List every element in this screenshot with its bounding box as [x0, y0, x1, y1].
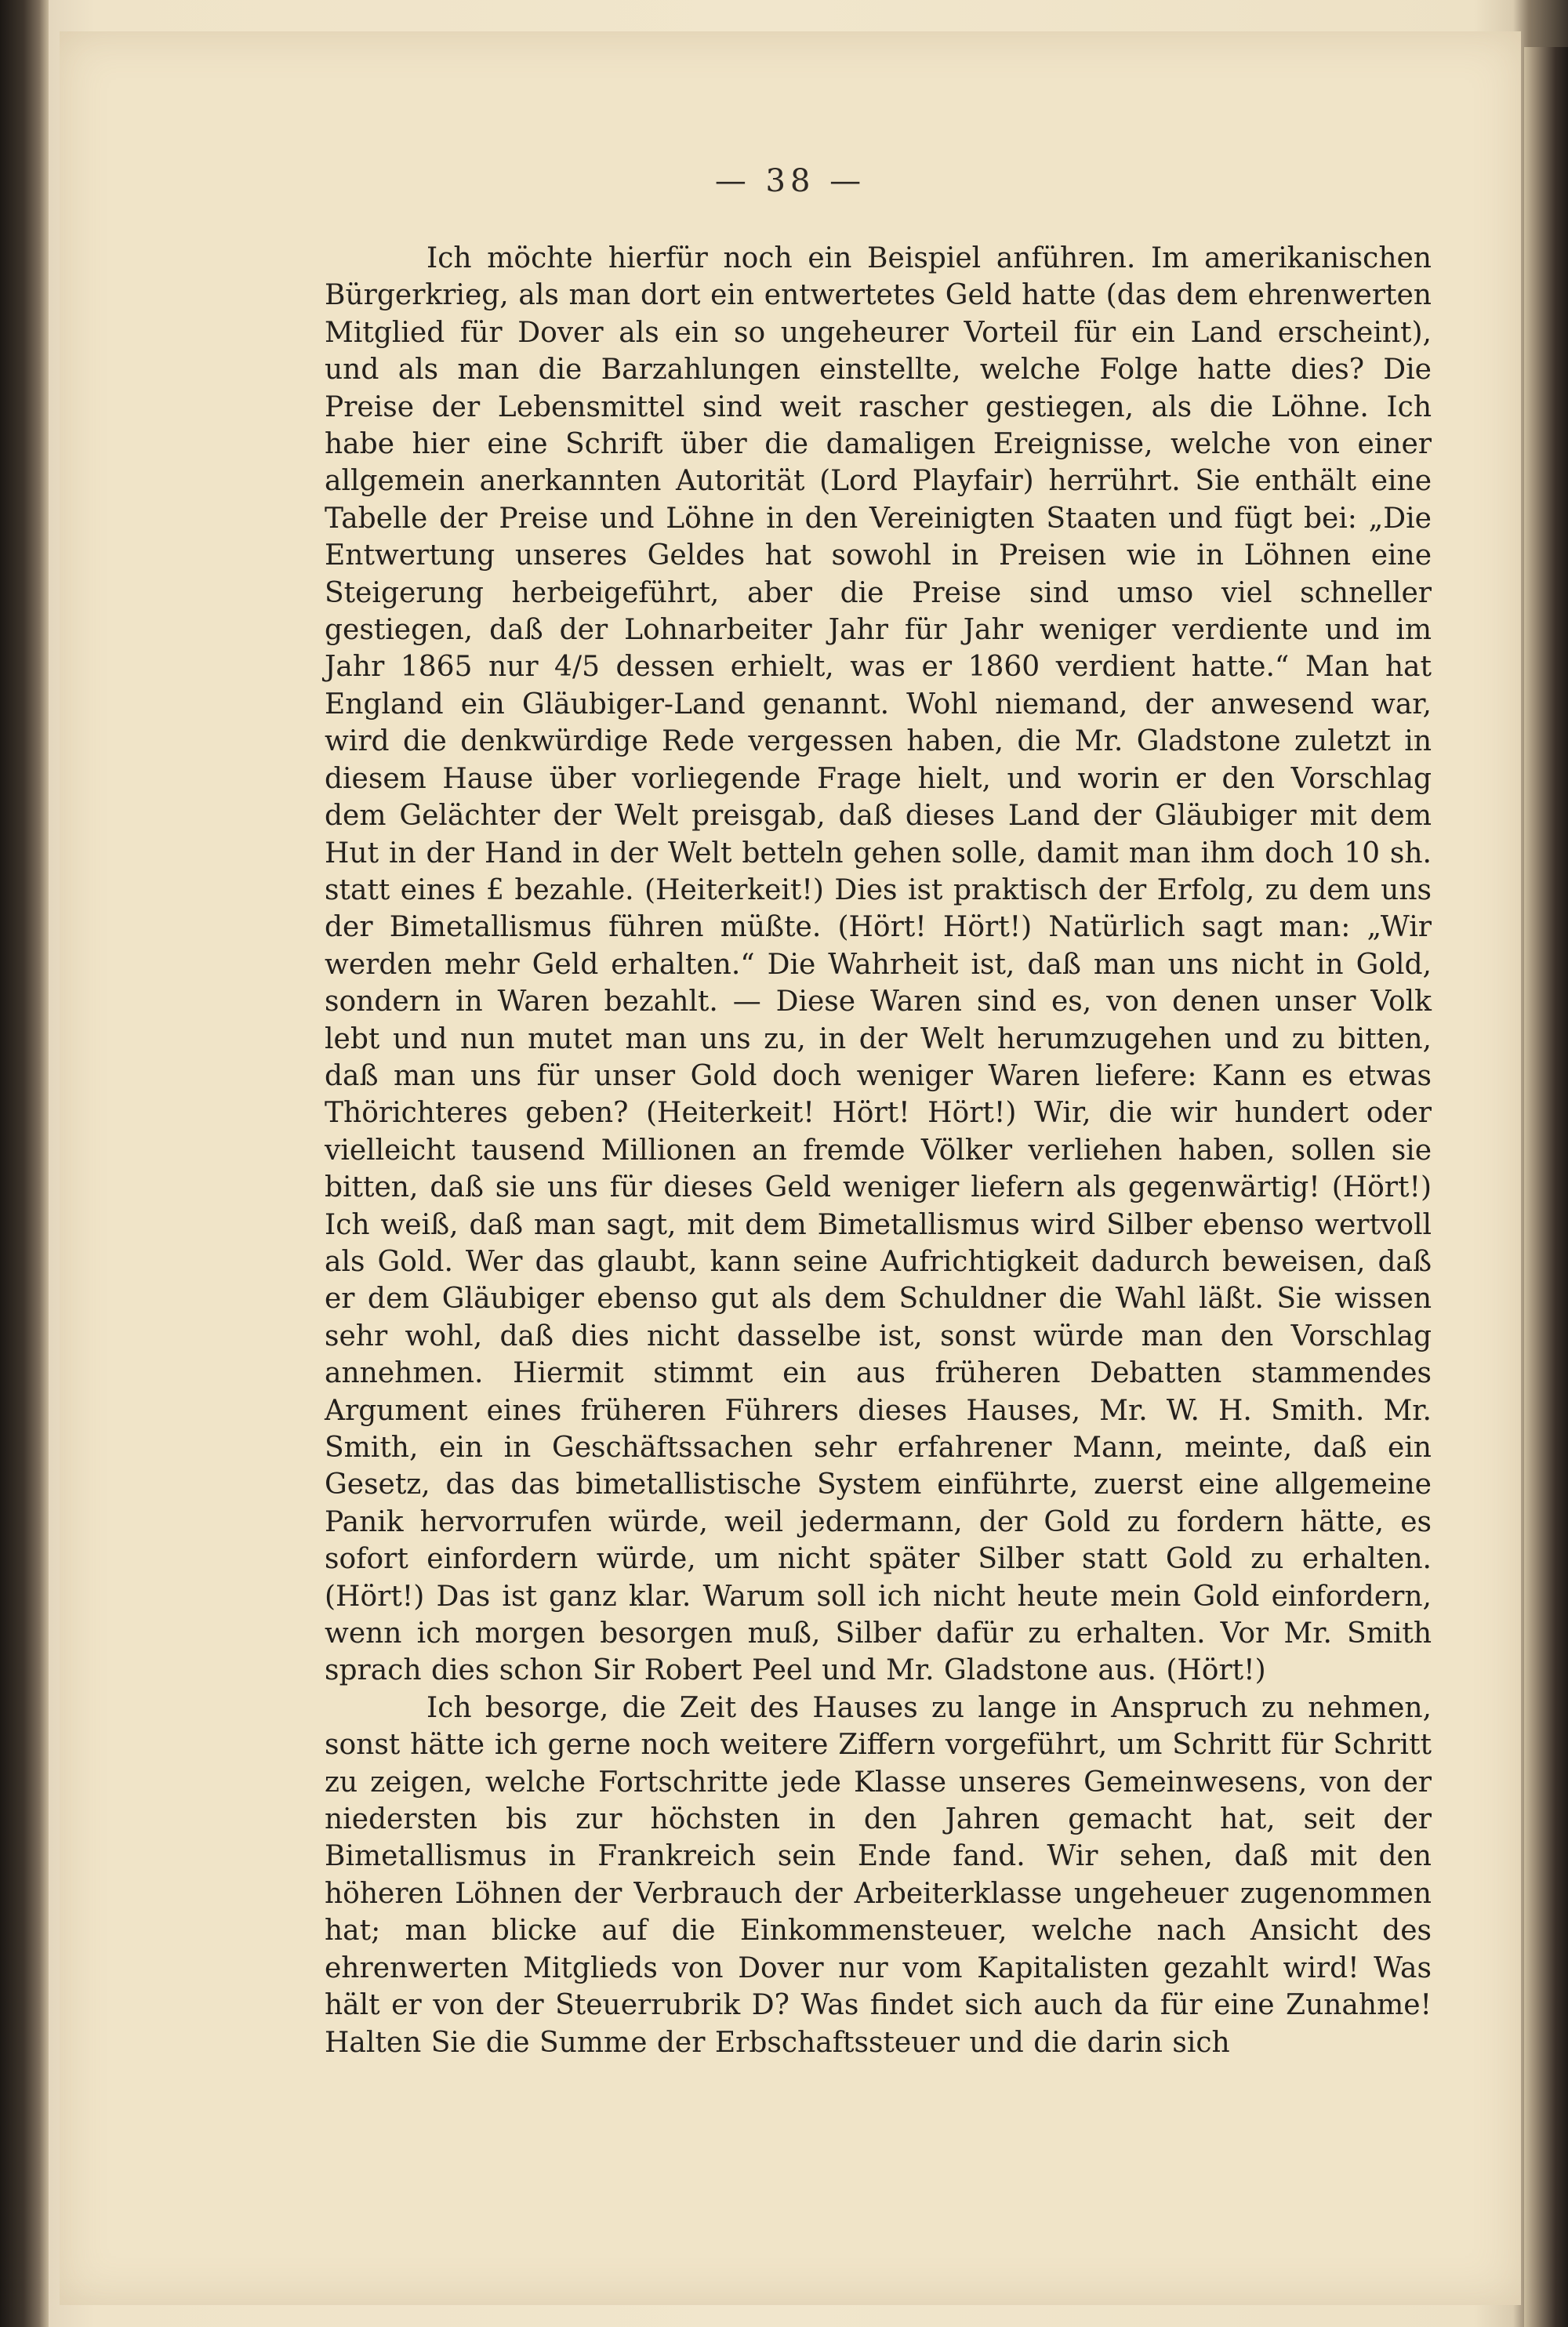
paragraph: Ich möchte hierfür noch ein Beispiel anführen. Im amerikanischen Bürgerkrieg, als man dort ein entwertetes Geld hatte (das dem ehrenwerten Mitglied für Dover als ein so ungeheurer Vorteil für ein Land erscheint), und als man die Barzahlungen einstellte, welche Folge hatte dies? Die Preise der Lebensmittel sind weit rascher gestiegen, als die Löhne. Ich habe hier eine Schrift über die damaligen Ereignisse, welche von einer allgemein anerkannten Autorität (Lord Playfair) herrührt. Sie enthält eine Tabelle der Preise und Löhne in den Vereinigten Staaten und fügt bei: „Die Entwertung unseres Geldes hat sowohl in Preisen wie in Löhnen eine Steigerung herbeigeführt, aber die Preise sind umso viel schneller gestiegen, daß der Lohnarbeiter Jahr für Jahr weniger verdiente und im Jahr 1865 nur 4/5 dessen erhielt, was er 1860 verdient hatte.“ Man hat England ein Gläubiger-Land genannt. Wohl niemand, der anwesend war, wird die denkwürdige Rede vergessen haben, die Mr. Gladstone zuletzt in diesem Hause über vorliegende Frage hielt, und worin er den Vorschlag dem Gelächter der Welt preisgab, daß dieses Land der Gläubiger mit dem Hut in der Hand in der Welt betteln gehen solle, damit man ihm doch 10 sh. statt eines £ bezahle. (Heiterkeit!) Dies ist praktisch der Erfolg, zu dem uns der Bimetallismus führen müßte. (Hört! Hört!) Natürlich sagt man: „Wir werden mehr Geld erhalten.“ Die Wahrheit ist, daß man uns nicht in Gold, sondern in Waren bezahlt. — Diese Waren sind es, von denen unser Volk lebt und nun mutet man uns zu, in der Welt herumzugehen und zu bitten, daß man uns für unser Gold doch weniger Waren liefere: Kann es etwas Thörichteres geben? (Heiterkeit! Hört! Hört!) Wir, die wir hundert oder vielleicht tausend Millionen an fremde Völker verliehen haben, sollen sie bitten, daß sie uns für dieses Geld weniger liefern als gegenwärtig! (Hört!) Ich weiß, daß man sagt, mit dem Bimetallismus wird Silber ebenso wertvoll als Gold. Wer das glaubt, kann seine Aufrichtigkeit dadurch beweisen, daß er dem Gläubiger ebenso gut als dem Schuldner die Wahl läßt. Sie wissen sehr wohl, daß dies nicht dasselbe ist, sonst würde man den Vorschlag annehmen. Hiermit stimmt ein aus früheren Debatten stammendes Argument eines früheren Führers dieses Hauses, Mr. W. H. Smith. Mr. Smith, ein in Geschäftssachen sehr erfahrener Mann, meinte, daß ein Gesetz, das das bimetallistische System einführte, zuerst eine allgemeine Panik hervorrufen würde, weil jedermann, der Gold zu fordern hätte, es sofort einfordern würde, um nicht später Silber statt Gold zu erhalten. (Hört!) Das ist ganz klar. Warum soll ich nicht heute mein Gold einfordern, wenn ich morgen besorgen muß, Silber dafür zu erhalten. Vor Mr. Smith sprach dies schon Sir Robert Peel und Mr. Gladstone aus. (Hört!) — [325, 242, 1432, 1687]
body-text — [325, 240, 1432, 2061]
next-page-edge — [1524, 47, 1568, 2327]
page-number: — 38 — — [714, 163, 866, 199]
book-page — [60, 31, 1521, 2305]
book-binding-edge — [0, 0, 49, 2327]
paragraph: Ich besorge, die Zeit des Hauses zu lange in Anspruch zu nehmen, sonst hätte ich gerne noch weitere Ziffern vorgeführt, um Schritt für Schritt zu zeigen, welche Fortschritte jede Klasse unseres Gemeinwesens, von der niedersten bis zur höchsten in den Jahren gemacht hat, seit der Bimetallismus in Frankreich sein Ende fand. Wir sehen, daß mit den höheren Löhnen der Verbrauch der Arbeiterklasse ungeheuer zugenommen hat; man blicke auf die Einkommensteuer, welche nach Ansicht des ehrenwerten Mitglieds von Dover nur vom Kapitalisten gezahlt wird! Was hält er von der Steuerrubrik D? Was findet sich auch da für eine Zunahme! Halten Sie die Summe der Erbschaftssteuer und die darin sich — [325, 1691, 1432, 2059]
